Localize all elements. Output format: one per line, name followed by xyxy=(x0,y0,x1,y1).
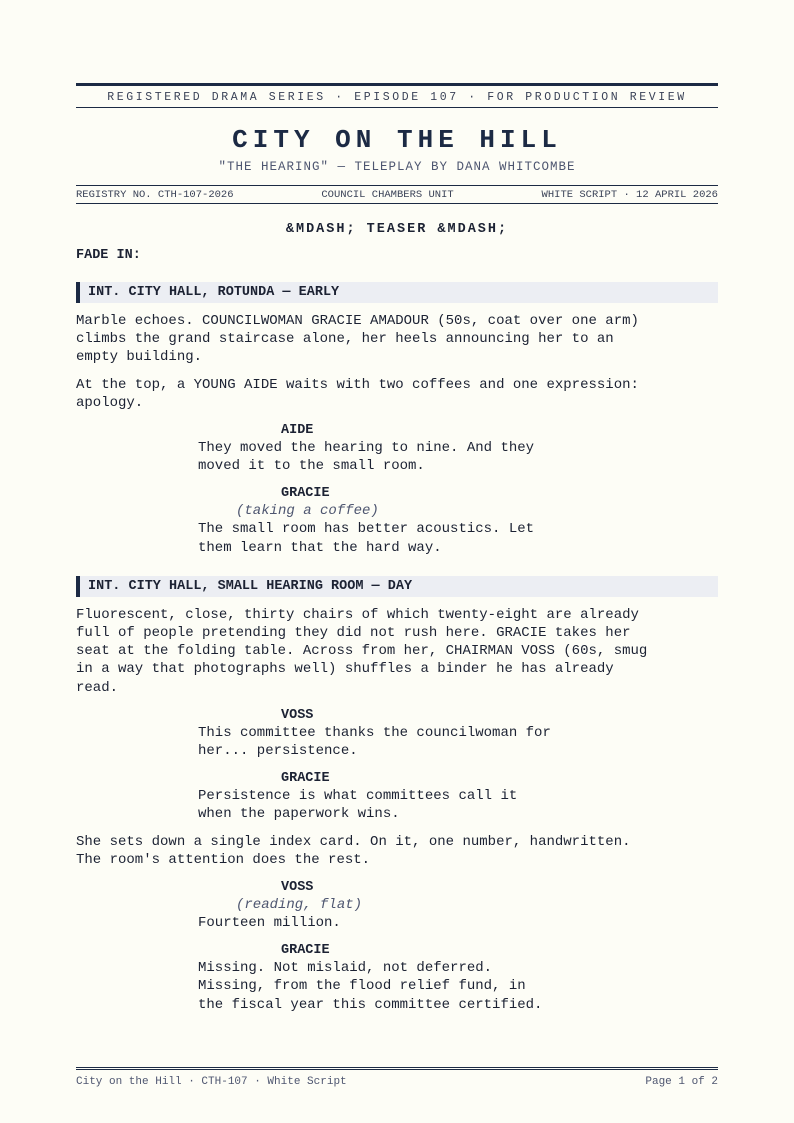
dialogue-line: Persistence is what committees call it xyxy=(198,788,518,805)
dialogue-block xyxy=(198,485,598,556)
parenthetical: (taking a coffee) xyxy=(236,503,379,520)
dialogue-line: The small room has better acoustics. Let xyxy=(198,521,535,538)
action-line: read. xyxy=(76,679,119,696)
dialogue-line: her... persistence. xyxy=(198,743,358,760)
action-line: climbs the grand staircase alone, her heels announcing her to an xyxy=(76,331,614,348)
dialogue-line: when the paperwork wins. xyxy=(198,806,400,823)
script-page xyxy=(76,83,718,1014)
dialogue-line: They moved the hearing to nine. And they xyxy=(198,440,535,457)
action-line: Fluorescent, close, thirty chairs of which twenty-eight are already xyxy=(76,606,639,623)
action-line: in a way that photographs well) shuffles a binder he has already xyxy=(76,661,614,678)
dialogue-line: This committee thanks the councilwoman for xyxy=(198,724,551,741)
page-footer xyxy=(76,1067,718,1088)
action-line: apology. xyxy=(76,394,144,411)
dialogue-block xyxy=(198,942,598,1014)
parenthetical: (reading, flat) xyxy=(236,897,363,914)
dialogue-line: Missing. Not mislaid, not deferred. xyxy=(198,960,493,977)
character-name: VOSS xyxy=(281,707,314,723)
page-number: Page 1 of 2 xyxy=(645,1076,718,1088)
action-line: She sets down a single index card. On it, one number, handwritten. xyxy=(76,833,631,850)
dialogue-block xyxy=(198,422,598,475)
character-name: GRACIE xyxy=(281,943,330,959)
dialogue-line: Missing, from the flood relief fund, in xyxy=(198,978,526,995)
fade-in: FADE IN: xyxy=(76,248,141,263)
dialogue-block xyxy=(198,770,598,823)
action-block xyxy=(76,606,718,697)
page-title: CITY ON THE HILL xyxy=(232,125,562,155)
dialogue-line: moved it to the small room. xyxy=(198,458,425,475)
scene-heading: INT. CITY HALL, SMALL HEARING ROOM — DAY xyxy=(76,576,718,597)
action-line: seat at the folding table. Across from her, CHAIRMAN VOSS (60s, smug xyxy=(76,643,648,660)
action-line: empty building. xyxy=(76,349,203,366)
character-name: GRACIE xyxy=(281,486,330,502)
action-line: At the top, a YOUNG AIDE waits with two coffees and one expression: xyxy=(76,376,639,393)
action-line: full of people pretending they did not rush here. GRACIE takes her xyxy=(76,625,631,642)
action-block xyxy=(76,312,718,367)
character-name: AIDE xyxy=(281,423,314,439)
scene-heading: INT. CITY HALL, ROTUNDA — EARLY xyxy=(76,282,718,303)
series-line: REGISTERED DRAMA SERIES · EPISODE 107 · FOR PRODUCTION REVIEW xyxy=(76,86,718,108)
meta-row xyxy=(76,185,718,204)
action-line: Marble echoes. COUNCILWOMAN GRACIE AMADOUR (50s, coat over one arm) xyxy=(76,313,639,329)
action-block xyxy=(76,376,718,412)
subtitle: "THE HEARING" — TELEPLAY BY DANA WHITCOMBE xyxy=(218,160,576,174)
dialogue-block xyxy=(198,879,598,932)
unit-label: COUNCIL CHAMBERS UNIT xyxy=(321,189,454,201)
dialogue-block xyxy=(198,707,598,760)
draft-label: WHITE SCRIPT · 12 APRIL 2026 xyxy=(541,189,718,201)
action-block xyxy=(76,833,718,869)
footer-title: City on the Hill · CTH-107 · White Script xyxy=(76,1076,347,1088)
dialogue-line: the fiscal year this committee certified. xyxy=(198,996,543,1013)
dialogue-line: them learn that the hard way. xyxy=(198,539,442,556)
action-line: The room's attention does the rest. xyxy=(76,851,371,868)
teaser-heading: &MDASH; TEASER &MDASH; xyxy=(285,222,509,237)
character-name: GRACIE xyxy=(281,771,330,787)
registry-number: REGISTRY NO. CTH-107-2026 xyxy=(76,189,234,201)
character-name: VOSS xyxy=(281,880,314,896)
dialogue-line: Fourteen million. xyxy=(198,915,341,932)
